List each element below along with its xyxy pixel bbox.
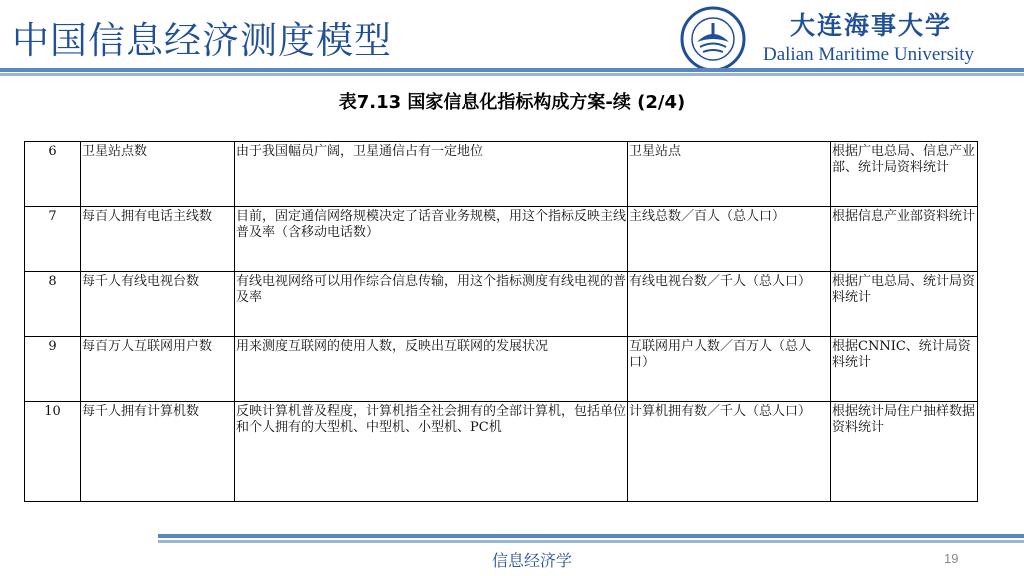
footer-course-name: 信息经济学: [492, 551, 573, 570]
university-seal-icon: [680, 6, 746, 72]
row-number: 9: [25, 337, 81, 402]
indicator-description: 反映计算机普及程度，计算机指全社会拥有的全部计算机，包括单位和个人拥有的大型机、中型机、小型机、PC机: [235, 402, 628, 502]
table-row: [25, 337, 978, 402]
table-row: [25, 272, 978, 337]
indicator-unit: 有线电视台数／千人（总人口）: [628, 272, 831, 337]
indicator-unit: 互联网用户人数／百万人（总人口）: [628, 337, 831, 402]
indicator-name: 每千人拥有计算机数: [81, 402, 235, 502]
row-number: 10: [25, 402, 81, 502]
table-caption: 表7.13 国家信息化指标构成方案-续 (2/4): [338, 92, 686, 113]
indicator-name: 每百人拥有电话主线数: [81, 207, 235, 272]
page-number: 19: [944, 551, 959, 566]
footer-divider-light: [158, 540, 1024, 543]
indicator-source: 根据CNNIC、统计局资料统计: [831, 337, 978, 402]
page-title: 中国信息经济测度模型: [12, 19, 392, 62]
indicator-source: 根据统计局住户抽样数据资料统计: [831, 402, 978, 502]
indicator-description: 用来测度互联网的使用人数，反映出互联网的发展状况: [235, 337, 628, 402]
indicator-unit: 计算机拥有数／千人（总人口）: [628, 402, 831, 502]
row-number: 7: [25, 207, 81, 272]
indicator-description: 由于我国幅员广阔，卫星通信占有一定地位: [235, 142, 628, 207]
university-name-cn: 大连海事大学: [790, 11, 953, 40]
indicator-unit: 主线总数／百人（总人口）: [628, 207, 831, 272]
footer-divider: [158, 534, 1024, 538]
header-divider: [0, 68, 1024, 72]
indicator-source: 根据广电总局、信息产业部、统计局资料统计: [831, 142, 978, 207]
header-divider-light: [0, 73, 1024, 76]
indicator-name: 每百万人互联网用户数: [81, 337, 235, 402]
table-row: [25, 207, 978, 272]
row-number: 6: [25, 142, 81, 207]
indicator-source: 根据信息产业部资料统计: [831, 207, 978, 272]
table-row: [25, 402, 978, 502]
university-name-en: Dalian Maritime University: [763, 44, 975, 65]
indicator-table: [24, 141, 978, 502]
indicator-name: 每千人有线电视台数: [81, 272, 235, 337]
indicator-description: 目前，固定通信网络规模决定了话音业务规模，用这个指标反映主线普及率（含移动电话数）: [235, 207, 628, 272]
indicator-source: 根据广电总局、统计局资料统计: [831, 272, 978, 337]
indicator-unit: 卫星站点: [628, 142, 831, 207]
indicator-description: 有线电视网络可以用作综合信息传输，用这个指标测度有线电视的普及率: [235, 272, 628, 337]
indicator-name: 卫星站点数: [81, 142, 235, 207]
row-number: 8: [25, 272, 81, 337]
table-row: [25, 142, 978, 207]
